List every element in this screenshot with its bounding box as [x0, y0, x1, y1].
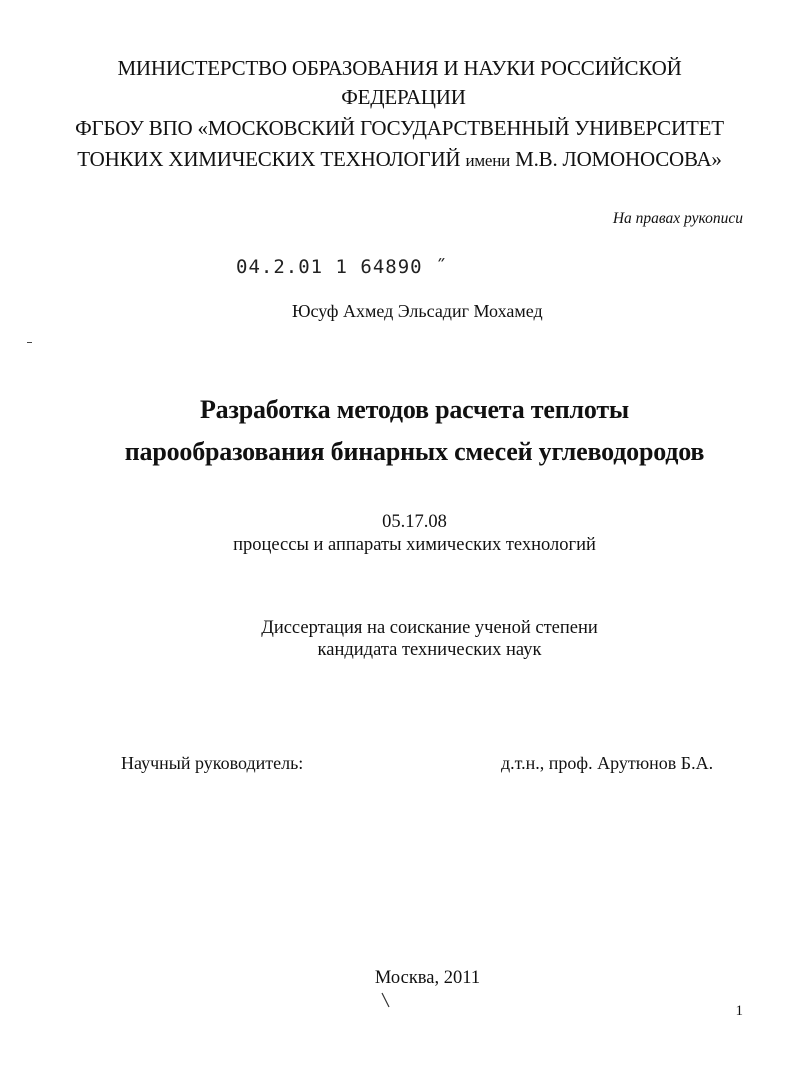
university-name-part: ТОНКИХ ХИМИЧЕСКИХ ТЕХНОЛОГИЙ — [77, 147, 461, 171]
place-year: Москва, 2011 — [374, 968, 481, 988]
ministry-line-1: МИНИСТЕРСТВО ОБРАЗОВАНИЯ И НАУКИ РОССИЙСКОЙ — [117, 56, 682, 80]
specialty-name: процессы и аппараты химических технологий — [233, 535, 596, 555]
degree-line-2: кандидата технических наук — [317, 640, 542, 660]
title-line-1: Разработка методов расчета теплоты — [199, 395, 630, 424]
university-line-2 — [0, 147, 799, 172]
specialty-code: 05.17.08 — [382, 512, 447, 532]
title-line-2: парообразования бинарных смесей углеводородов — [124, 437, 705, 466]
pen-stroke-icon — [380, 991, 394, 1009]
registration-stamp: 04.2.01 1 64890 ˝ — [236, 256, 448, 278]
ministry-line-2: ФЕДЕРАЦИИ — [341, 85, 466, 109]
university-imeni: имени — [465, 151, 511, 170]
scan-mark — [27, 342, 32, 343]
university-name-end: М.В. ЛОМОНОСОВА» — [515, 147, 722, 171]
page-number: 1 — [735, 1003, 743, 1019]
author-name: Юсуф Ахмед Эльсадиг Мохамед — [292, 301, 543, 321]
supervisor-label: Научный руководитель: — [121, 753, 304, 773]
supervisor-name: д.т.н., проф. Арутюнов Б.А. — [501, 753, 714, 773]
manuscript-note: На правах рукописи — [612, 210, 743, 227]
university-line-1: ФГБОУ ВПО «МОСКОВСКИЙ ГОСУДАРСТВЕННЫЙ УНИВЕРСИТЕТ — [75, 116, 724, 140]
degree-line-1: Диссертация на соискание ученой степени — [261, 618, 598, 638]
